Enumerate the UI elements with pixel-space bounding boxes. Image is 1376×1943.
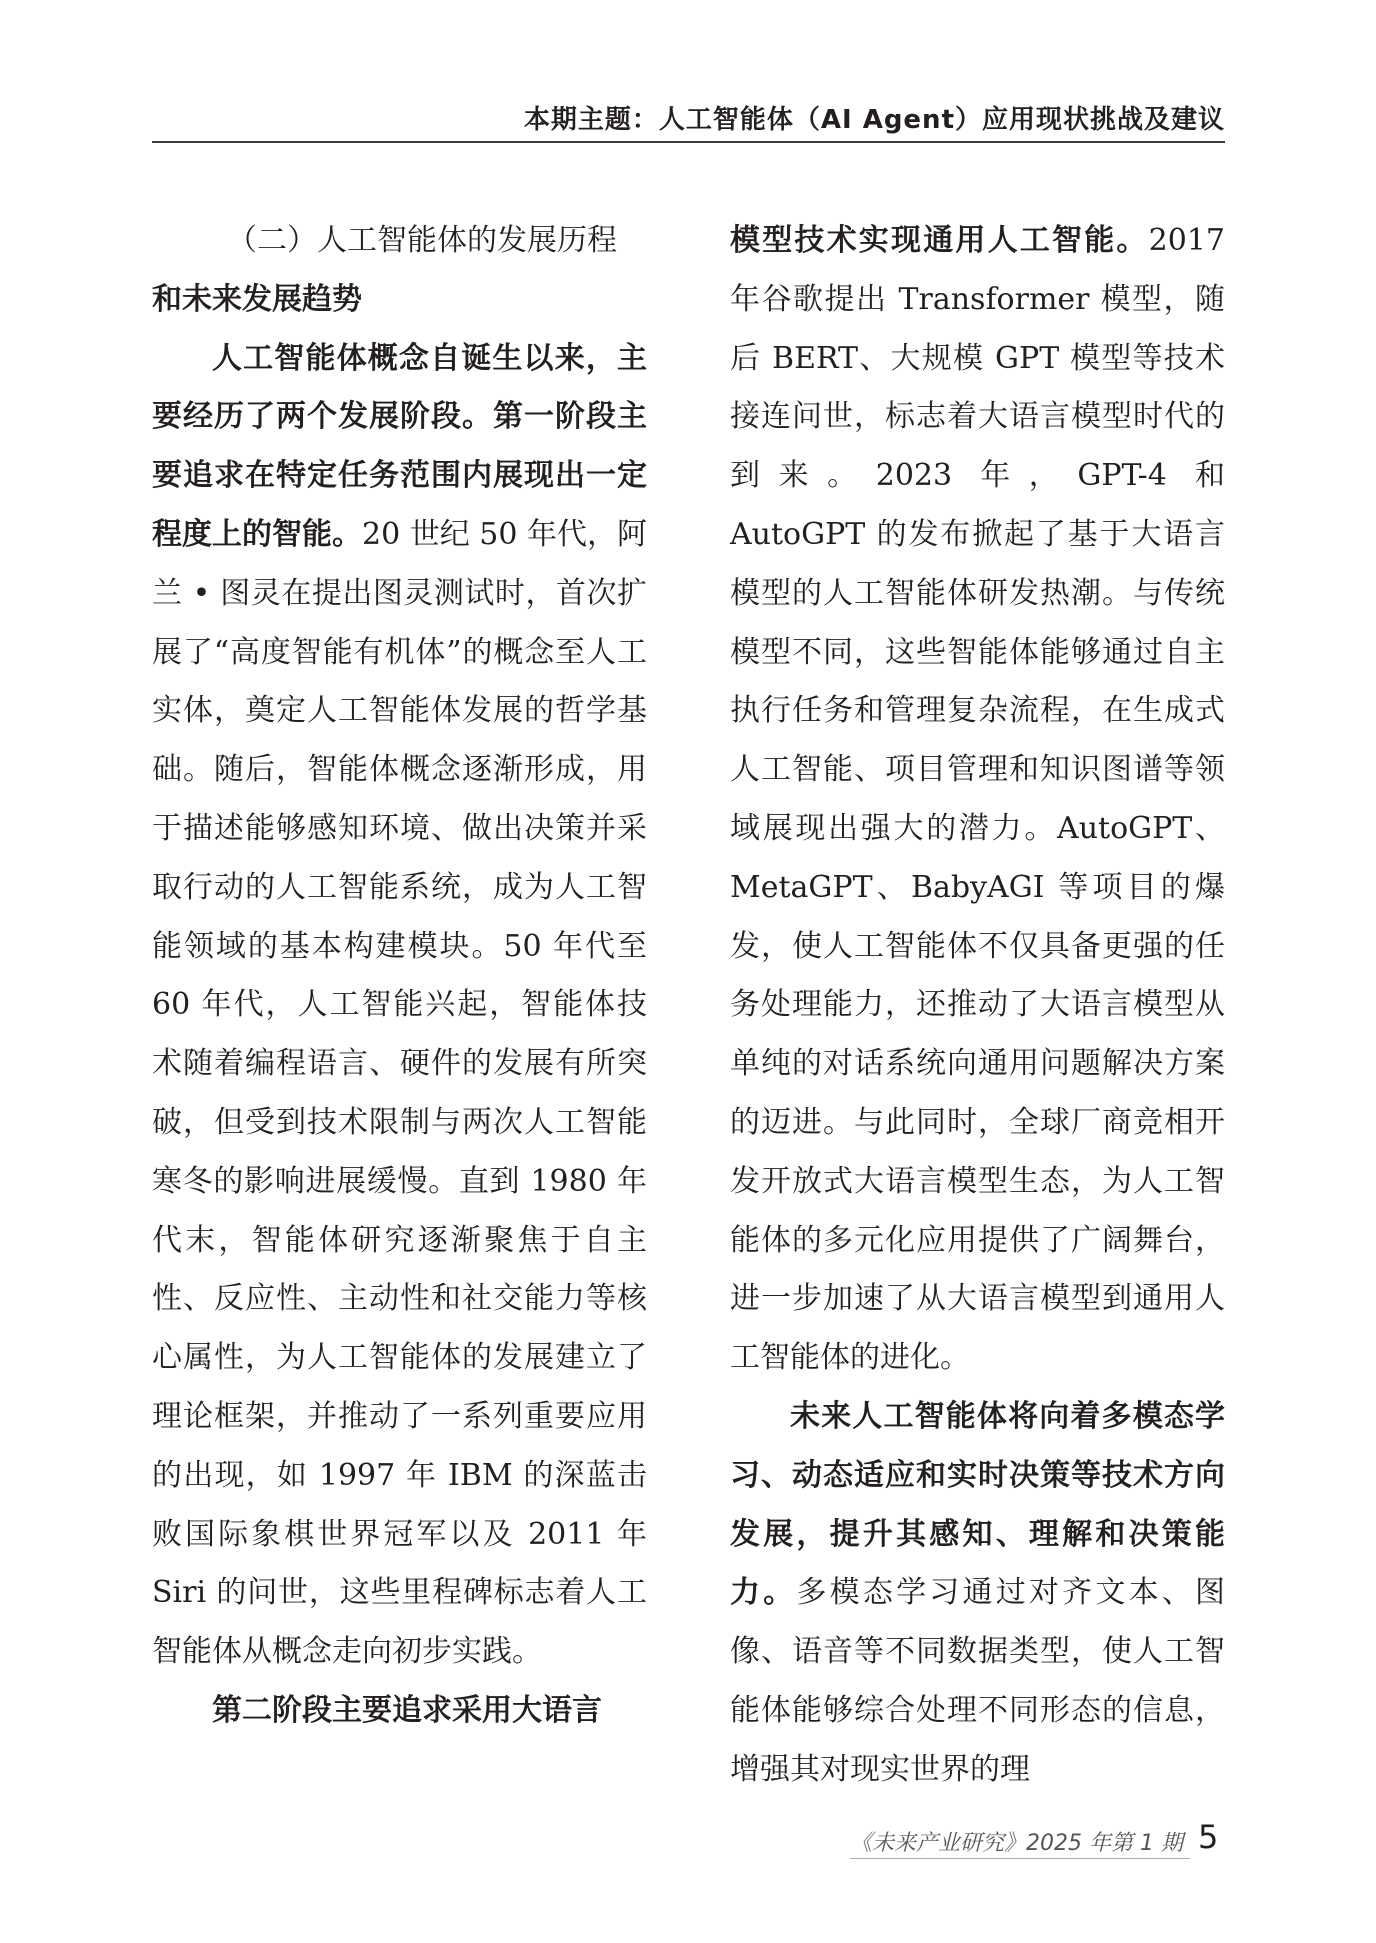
paragraph-future-trends (730, 1388, 1225, 1800)
section-heading-line2: 和未来发展趋势 (152, 281, 362, 317)
section-heading-line1: （二）人工智能体的发展历程 (227, 223, 617, 258)
section-heading-continued (152, 271, 647, 330)
section-heading (152, 212, 647, 271)
left-column (152, 212, 647, 1741)
paragraph-stage-two-lead-end: 模型技术实现通用人工智能。 (730, 223, 1149, 258)
journal-footer: 《未来产业研究》2025 年第 1 期 (850, 1831, 1183, 1856)
right-column (730, 212, 1225, 1800)
running-header (152, 95, 1225, 143)
paragraph-stage-one (152, 330, 647, 1682)
paragraph-future-trends-body: 多模态学习通过对齐文本、图像、语音等不同数据类型，使人工智能体能够综合处理不同形态的信息，增强其对现实世界的理 (730, 1575, 1226, 1787)
paragraph-stage-one-body: 20 世纪 50 年代，阿兰 • 图灵在提出图灵测试时，首次扩展了“高度智能有机体”的概念至人工实体，奠定人工智能体发展的哲学基础。随后，智能体概念逐渐形成，用于描述能够感知环境、做出决策并采取行动的人工智能系统，成为人工智能领域的基本构建模块。50 年代至 60 年代，人工智能兴起，智能体技术随着编程语言、硬件的发展有所突破，但受到技术限制与两次人工智能寒冬的影响进展缓慢。直到 1980 年代末，智能体研究逐渐聚焦于自主性、反应性、主动性和社交能力等核心属性，为人工智能体的发展建立了理论框架，并推动了一系列重要应用的出现，如 1997 年 IBM 的深蓝击败国际象棋世界冠军以及 2011 年 Siri 的问世，这些里程碑标志着人工智能体从概念走向初步实践。 (152, 516, 647, 1670)
paragraph-stage-two-start (152, 1682, 647, 1741)
running-header-title: 本期主题：人工智能体（AI Agent）应用现状挑战及建议 (523, 105, 1225, 135)
paragraph-stage-two-lead-start: 第二阶段主要追求采用大语言 (212, 1692, 602, 1728)
paragraph-stage-one-lead: 人工智能体概念自诞生以来，主要经历了两个发展阶段。第一阶段主要追求在特定任务范围内展现出一定程度上的智能。 (152, 340, 647, 552)
footer-rule (850, 1858, 1190, 1859)
paragraph-stage-two-continued (730, 212, 1225, 1388)
paragraph-future-trends-lead: 未来人工智能体将向着多模态学习、动态适应和实时决策等技术方向发展，提升其感知、理解和决策能力。 (730, 1398, 1225, 1611)
paragraph-stage-two-body: 2017 年谷歌提出 Transformer 模型，随后 BERT、大规模 GPT 模型等技术接连问世，标志着大语言模型时代的到来。2023 年，GPT-4 和 AutoGPT 的发布掀起了基于大语言模型的人工智能体研发热潮。与传统模型不同，这些智能体能够通过自主执行任务和管理复杂流程，在生成式人工智能、项目管理和知识图谱等领域展现出强大的潜力。AutoGPT、MetaGPT、BabyAGI 等项目的爆发，使人工智能体不仅具备更强的任务处理能力，还推动了大语言模型从单纯的对话系统向通用问题解决方案的迈进。与此同时，全球厂商竞相开发开放式大语言模型生态，为人工智能体的多元化应用提供了广阔舞台，进一步加速了从大语言模型到通用人工智能体的进化。 (730, 223, 1225, 1376)
page-number: 5 (1198, 1818, 1219, 1856)
